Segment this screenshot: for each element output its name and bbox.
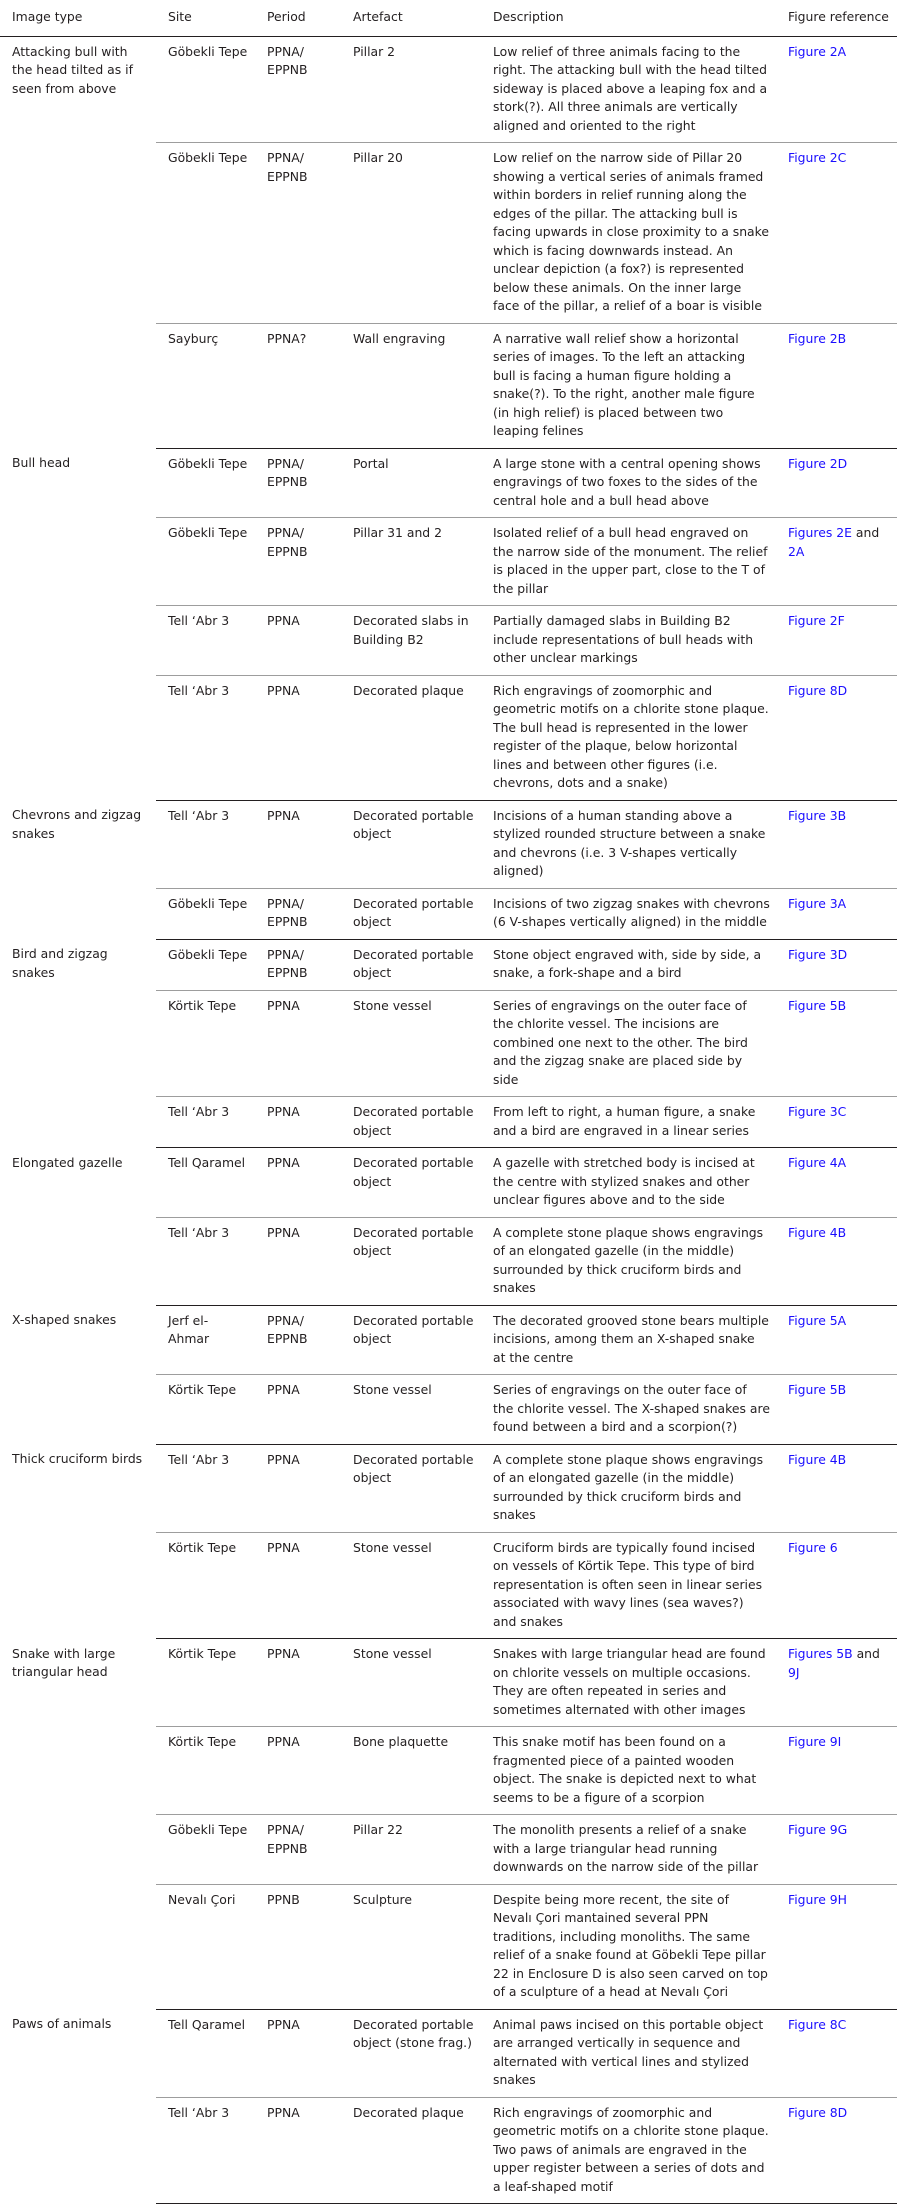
- description-cell: Low relief on the narrow side of Pillar 20 showing a vertical series of animals framed within borders in relief running along the edges of the pillar. The attacking bull is facing upwards in close proximity to a snake which is facing downwards instead. An unclear depiction (a fox?) is represented below these animals. On the inner large face of the pillar, a relief of a boar is visible: [481, 143, 776, 324]
- image-type-cell: X-shaped snakes: [12, 1312, 117, 1327]
- description-cell: Animal paws incised on this portable object are arranged vertically in sequence and alternated with vertical lines and stylized snakes: [493, 2016, 764, 2087]
- figure-reference-link[interactable]: Figure 2A: [788, 43, 847, 59]
- artefact-cell: Decorated portable object: [353, 1312, 474, 1346]
- description-cell: Rich engravings of zoomorphic and geometric motifs on a chlorite stone plaque. The bull head is represented in the lower register of the plaque, below horizontal lines and between other figures (i.e. chevrons, dots and a snake): [481, 675, 776, 800]
- figure-reference-cell: [776, 1727, 897, 1815]
- figure-reference-cell: [776, 606, 897, 676]
- period-cell: PPNA: [255, 2097, 341, 2204]
- figure-reference-link[interactable]: Figure 8D: [788, 682, 848, 698]
- period-cell: PPNA: [255, 606, 341, 676]
- artefact-cell: Decorated plaque: [341, 675, 481, 800]
- figure-reference-cell: [776, 939, 897, 990]
- site-cell: Tell ‘Abr 3: [168, 807, 230, 823]
- period-cell: PPNA: [267, 1451, 300, 1467]
- site-cell: Göbekli Tepe: [156, 143, 255, 324]
- figure-reference-cell: [776, 1815, 897, 1885]
- site-cell: Tell ‘Abr 3: [156, 606, 255, 676]
- period-cell: PPNA: [255, 1217, 341, 1305]
- figure-reference-link[interactable]: Figure 4B: [788, 1224, 847, 1240]
- site-cell: Sayburç: [156, 323, 255, 448]
- figure-reference-link[interactable]: Figure 8D: [788, 2104, 848, 2120]
- site-cell: Tell Qaramel: [168, 2016, 246, 2032]
- figure-reference-cell: [776, 1444, 897, 1532]
- site-cell: Jerf el-Ahmar: [168, 1312, 210, 1346]
- period-cell: PPNA/ EPPNB: [267, 1312, 308, 1346]
- period-cell: PPNA: [267, 1646, 300, 1661]
- period-cell: PPNA?: [255, 323, 341, 448]
- site-cell: Göbekli Tepe: [168, 43, 248, 59]
- artefact-cell: Decorated slabs in Building B2: [341, 606, 481, 676]
- period-cell: PPNA: [267, 807, 300, 823]
- artefact-cell: Sculpture: [341, 1884, 481, 2009]
- site-cell: Tell ‘Abr 3: [156, 1097, 255, 1148]
- figure-reference-cell: [776, 323, 897, 448]
- artefact-cell: Stone vessel: [353, 1646, 432, 1661]
- description-cell: From left to right, a human figure, a snake and a bird are engraved in a linear series: [481, 1097, 776, 1148]
- figure-reference-link[interactable]: Figure 9G: [788, 1822, 848, 1837]
- artefact-cell: Decorated portable object: [353, 946, 474, 980]
- description-cell: Incisions of a human standing above a stylized rounded structure between a snake and chevrons (i.e. 3 V-shapes vertically aligned): [493, 807, 766, 878]
- image-type-cell: Bull head: [12, 455, 71, 470]
- table-body: [0, 36, 897, 2204]
- period-cell: PPNA: [255, 1097, 341, 1148]
- description-cell: This snake motif has been found on a fragmented piece of a painted wooden object. The snake is depicted next to what seems to be a figure of a scorpion: [481, 1727, 776, 1815]
- figure-reference-cell: [776, 675, 897, 800]
- site-cell: Göbekli Tepe: [168, 455, 248, 471]
- header-period: Period: [255, 0, 341, 36]
- period-cell: PPNA: [267, 1155, 300, 1170]
- image-type-cell: Paws of animals: [12, 2016, 112, 2031]
- period-cell: PPNA: [255, 1727, 341, 1815]
- table-row: [0, 800, 897, 888]
- description-cell: Incisions of two zigzag snakes with chevrons (6 V-shapes vertically aligned) in the middle: [481, 888, 776, 939]
- artefact-cell: Decorated portable object: [341, 1217, 481, 1305]
- artefact-cell: Pillar 20: [341, 143, 481, 324]
- figure-reference-cell: [776, 990, 897, 1097]
- figure-reference-cell: [776, 1639, 897, 1727]
- period-cell: PPNA/ EPPNB: [255, 888, 341, 939]
- figure-reference-link[interactable]: Figure 2D: [788, 455, 848, 471]
- figure-reference-cell: [776, 1375, 897, 1445]
- site-cell: Körtik Tepe: [156, 1375, 255, 1445]
- artefact-cell: Portal: [353, 455, 389, 471]
- description-cell: A gazelle with stretched body is incised at the centre with stylized snakes and other unclear figures above and to the side: [493, 1155, 755, 1207]
- period-cell: PPNB: [255, 1884, 341, 2009]
- table-row: [0, 939, 897, 990]
- table-header: [0, 0, 897, 36]
- figure-reference-link[interactable]: Figure 2B: [788, 330, 847, 346]
- figure-reference-link[interactable]: Figure 9I: [788, 1734, 842, 1749]
- description-cell: Rich engravings of zoomorphic and geometric motifs on a chlorite stone plaque. Two paws of animals are engraved in the upper register between a series of dots and a leaf-shaped motif: [481, 2097, 776, 2204]
- artefact-cell: Wall engraving: [341, 323, 481, 448]
- period-cell: PPNA/ EPPNB: [267, 43, 308, 77]
- description-cell: Stone object engraved with, side by side, a snake, a fork-shape and a bird: [493, 946, 762, 980]
- figure-reference-cell: [776, 1148, 897, 1218]
- artefact-cell: Decorated portable object: [353, 1155, 474, 1189]
- figure-reference-cell: [776, 2097, 897, 2204]
- artefact-cell: Decorated portable object (stone frag.): [353, 2016, 474, 2050]
- table-row: [0, 448, 897, 518]
- artefact-cell: Pillar 31 and 2: [341, 518, 481, 606]
- site-cell: Göbekli Tepe: [156, 888, 255, 939]
- table-row: [0, 36, 897, 143]
- period-cell: PPNA/ EPPNB: [255, 143, 341, 324]
- artefact-cell: Decorated portable object: [353, 1451, 474, 1485]
- description-cell: Series of engravings on the outer face of the chlorite vessel. The X-shaped snakes are found between a bird and a scorpion(?): [481, 1375, 776, 1445]
- figure-reference-cell: [776, 1884, 897, 2009]
- figure-reference-cell: [776, 143, 897, 324]
- figure-reference-link[interactable]: Figure 2F: [788, 613, 845, 628]
- period-cell: PPNA: [267, 2016, 300, 2032]
- image-type-cell: Attacking bull with the head tilted as if seen from above: [12, 43, 133, 96]
- period-cell: PPNA: [255, 1375, 341, 1445]
- artefact-cell: Stone vessel: [341, 990, 481, 1097]
- table-row: [0, 1444, 897, 1532]
- header-image-type: Image type: [0, 0, 156, 36]
- artefact-cell: Stone vessel: [341, 1375, 481, 1445]
- description-cell: Isolated relief of a bull head engraved on the narrow side of the monument. The relief is placed in the upper part, close to the T of the pillar: [481, 518, 776, 606]
- image-type-cell: Thick cruciform birds: [12, 1451, 143, 1466]
- figure-reference-link[interactable]: Figure 3A: [788, 895, 847, 911]
- figure-reference-cell: [776, 518, 897, 606]
- figure-reference-cell: [776, 800, 897, 888]
- figure-reference-link[interactable]: Figure 6: [788, 1539, 838, 1555]
- description-cell: The monolith presents a relief of a snake with a large triangular head running downwards on the narrow side of the pillar: [481, 1815, 776, 1885]
- table-row: [0, 1305, 897, 1375]
- artefact-cell: Pillar 2: [353, 43, 396, 59]
- figure-reference-link[interactable]: Figure 2C: [788, 150, 847, 165]
- description-cell: Despite being more recent, the site of Nevalı Çori mantained several PPN traditions, including monoliths. The same relief of a snake found at Göbekli Tepe pillar 22 in Enclosure D is also seen carved on top of a sculpture of a head at Nevalı Çori: [481, 1884, 776, 2009]
- figure-reference-link[interactable]: Figure 3C: [788, 1104, 847, 1119]
- period-cell: PPNA: [255, 1532, 341, 1639]
- image-type-cell: Chevrons and zigzag snakes: [12, 807, 142, 841]
- figure-reference-link[interactable]: Figure 4B: [788, 1451, 847, 1467]
- site-cell: Tell Qaramel: [168, 1155, 246, 1170]
- figure-reference-cell: [776, 2009, 897, 2097]
- image-type-cell: Elongated gazelle: [12, 1154, 123, 1170]
- figure-reference-link[interactable]: Figure 5B: [788, 997, 847, 1013]
- description-cell: Series of engravings on the outer face of the chlorite vessel. The incisions are combined one next to the other. The bird and the zigzag snake are placed side by side: [481, 990, 776, 1097]
- figure-reference-cell: [776, 1532, 897, 1639]
- header-figure-reference: Figure reference: [776, 0, 897, 36]
- artefact-cell: Decorated portable object: [341, 1097, 481, 1148]
- site-cell: Tell ‘Abr 3: [156, 675, 255, 800]
- table-row: [0, 1148, 897, 1218]
- figure-reference-link[interactable]: Figure 4A: [788, 1155, 847, 1170]
- figure-reference-link[interactable]: 9J: [788, 1664, 800, 1680]
- site-cell: Körtik Tepe: [156, 990, 255, 1097]
- description-cell: A narrative wall relief show a horizontal series of images. To the left an attacking bull is facing a human figure holding a snake(?). To the right, another male figure (in high relief) is placed between two leaping felines: [481, 323, 776, 448]
- image-type-cell: Bird and zigzag snakes: [12, 946, 108, 980]
- figure-reference-link[interactable]: Figure 3D: [788, 946, 848, 962]
- period-cell: PPNA: [255, 675, 341, 800]
- description-cell: A complete stone plaque shows engravings of an elongated gazelle (in the middle) surrounded by thick cruciform birds and snakes: [493, 1451, 764, 1522]
- artefact-cell: Decorated plaque: [341, 2097, 481, 2204]
- period-cell: PPNA/ EPPNB: [255, 1815, 341, 1885]
- site-cell: Körtik Tepe: [156, 1532, 255, 1639]
- figure-reference-cell: [776, 1097, 897, 1148]
- figure-reference-cell: [776, 448, 897, 518]
- header-site: Site: [156, 0, 255, 36]
- description-cell: Low relief of three animals facing to the right. The attacking bull with the head tilted sideway is placed above a leaping fox and a stork(?). All three animals are vertically aligned and oriented to the right: [493, 43, 768, 133]
- figure-reference-link[interactable]: Figures 5B: [788, 1646, 853, 1661]
- site-cell: Körtik Tepe: [156, 1727, 255, 1815]
- site-cell: Nevalı Çori: [156, 1884, 255, 2009]
- figure-reference-cell: [776, 1217, 897, 1305]
- figure-reference-link[interactable]: Figure 5B: [788, 1382, 847, 1397]
- description-cell: A large stone with a central opening shows engravings of two foxes to the sides of the central hole and a bull head above: [493, 455, 761, 508]
- site-cell: Göbekli Tepe: [168, 946, 248, 962]
- artefact-cell: Stone vessel: [341, 1532, 481, 1639]
- figure-reference-cell: [776, 1305, 897, 1375]
- artefact-cell: Bone plaquette: [341, 1727, 481, 1815]
- header-artefact: Artefact: [341, 0, 481, 36]
- description-cell: Cruciform birds are typically found incised on vessels of Körtik Tepe. This type of bird representation is often seen in linear series associated with wavy lines (sea waves?) and snakes: [481, 1532, 776, 1639]
- figure-reference-separator: and: [855, 525, 880, 540]
- figure-reference-cell: [776, 36, 897, 143]
- figure-reference-link[interactable]: Figure 5A: [788, 1312, 847, 1328]
- table-row: [0, 1639, 897, 1727]
- site-cell: Tell ‘Abr 3: [156, 2097, 255, 2204]
- period-cell: PPNA/ EPPNB: [267, 455, 308, 489]
- figure-reference-separator: and: [856, 1646, 880, 1661]
- header-description: Description: [481, 0, 776, 36]
- image-type-cell: Snake with large triangular head: [12, 1645, 116, 1679]
- description-cell: The decorated grooved stone bears multiple incisions, among them an X-shaped snake at the centre: [493, 1312, 769, 1365]
- site-cell: Göbekli Tepe: [156, 518, 255, 606]
- figure-reference-link[interactable]: Figures 2E: [788, 525, 852, 540]
- figure-reference-link[interactable]: 2A: [788, 543, 805, 559]
- header-row: [0, 0, 897, 36]
- site-cell: Körtik Tepe: [168, 1646, 237, 1661]
- site-cell: Tell ‘Abr 3: [168, 1451, 230, 1467]
- artefact-cell: Decorated portable object: [353, 807, 474, 841]
- description-cell: Snakes with large triangular head are found on chlorite vessels on multiple occasions. They are often repeated in series and sometimes alternated with other images: [493, 1646, 766, 1717]
- figure-reference-link[interactable]: Figure 3B: [788, 807, 847, 823]
- table-row: [0, 2009, 897, 2097]
- site-cell: Göbekli Tepe: [156, 1815, 255, 1885]
- figure-reference-link[interactable]: Figure 8C: [788, 2016, 847, 2032]
- figure-reference-cell: [776, 888, 897, 939]
- figure-reference-link[interactable]: Figure 9H: [788, 1891, 847, 1907]
- period-cell: PPNA/ EPPNB: [255, 518, 341, 606]
- period-cell: PPNA: [255, 990, 341, 1097]
- site-cell: Tell ‘Abr 3: [156, 1217, 255, 1305]
- artefact-cell: Pillar 22: [341, 1815, 481, 1885]
- artefact-cell: Decorated portable object: [341, 888, 481, 939]
- description-cell: Partially damaged slabs in Building B2 include representations of bull heads with other unclear markings: [481, 606, 776, 676]
- description-cell: A complete stone plaque shows engravings of an elongated gazelle (in the middle) surrounded by thick cruciform birds and snakes: [481, 1217, 776, 1305]
- period-cell: PPNA/ EPPNB: [267, 946, 308, 980]
